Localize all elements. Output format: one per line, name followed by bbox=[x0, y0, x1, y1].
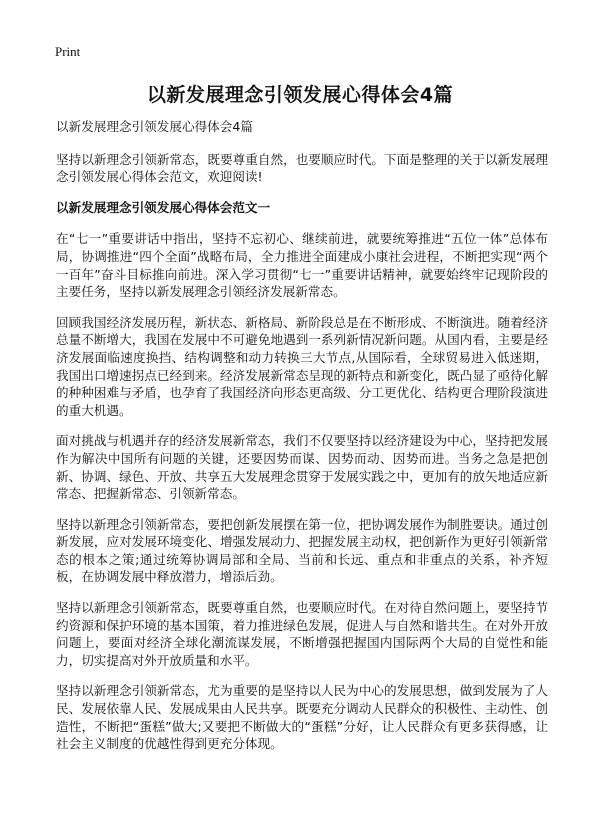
page-title: 以新发展理念引领发展心得体会4篇 bbox=[146, 84, 454, 106]
print-link[interactable]: Print bbox=[55, 44, 81, 59]
body-paragraph-1: 在“七一”重要讲话中指出，坚持不忘初心、继续前进，就要统筹推进“五位一体”总体布局，协调推进“四个全面”战略布局，全力推进全面建成小康社会进程，不断把实现“两个一百年”奋斗目标推向前进。深入学习贯彻“七一”重要讲话精神，就要始终牢记现阶段的主要任务，坚持以新发展理念引领经济发展新常态。 bbox=[56, 231, 548, 300]
body-paragraph-3: 面对挑战与机遇并存的经济发展新常态，我们不仅要坚持以经济建设为中心，坚持把发展作为解决中国所有问题的关键，还要因势而谋、因势而动、因势而进。当务之急是把创新、协调、绿色、开放、共享五大发展理念贯穿于发展实践之中，更加有的放矢地适应新常态、把握新常态、引领新常态。 bbox=[56, 433, 548, 502]
body-paragraph-2: 回顾我国经济发展历程，新状态、新格局、新阶段总是在不断形成、不断演进。随着经济总量不断增大，我国在发展中不可避免地遇到一系列新情况新问题。从国内看，主要是经济发展面临速度换挡、结构调整和动力转换三大节点,从国际看，全球贸易进入低迷期，我国出口增速拐点已经到来。经济发展新常态呈现的新特点和新变化，既凸显了亟待化解的种种困难与矛盾，也孕育了我国经济向形态更高级、分工更优化、结构更合理阶段演进的重大机遇。 bbox=[56, 314, 548, 418]
intro-paragraph: 坚持以新理念引领新常态，既要尊重自然，也要顺应时代。下面是整理的关于以新发展理念引领发展心得体会范文，欢迎阅读! bbox=[56, 151, 548, 185]
document-subtitle: 以新发展理念引领发展心得体会4篇 bbox=[56, 119, 253, 134]
body-paragraph-6: 坚持以新理念引领新常态，尤为重要的是坚持以人民为中心的发展思想，做到发展为了人民、发展依靠人民、发展成果由人民共享。既要充分调动人民群众的积极性、主动性、创造性，不断把“蛋糕”做大;又要把不断做大的“蛋糕”分好，让人民群众有更多获得感，让社会主义制度的优越性得到更充分体现。 bbox=[56, 683, 548, 752]
body-paragraph-4: 坚持以新理念引领新常态，要把创新发展摆在第一位，把协调发展作为制胜要诀。通过创新发展，应对发展环境变化、增强发展动力、把握发展主动权，把创新作为更好引领新常态的根本之策;通过统筹协调局部和全局、当前和长远、重点和非重点的关系，补齐短板，在协调发展中释放潜力，增添后劲。 bbox=[56, 516, 548, 585]
body-paragraph-5: 坚持以新理念引领新常态，既要尊重自然，也要顺应时代。在对待自然问题上，要坚持节约资源和保护环境的基本国策，着力推进绿色发展，促进人与自然和谐共生。在对外开放问题上，要面对经济全球化潮流谋发展，不断增强把握国内国际两个大局的自觉性和能力，切实提高对外开放质量和水平。 bbox=[56, 600, 548, 668]
document-body bbox=[56, 118, 548, 766]
section-heading: 以新发展理念引领发展心得体会范文一 bbox=[56, 199, 271, 215]
